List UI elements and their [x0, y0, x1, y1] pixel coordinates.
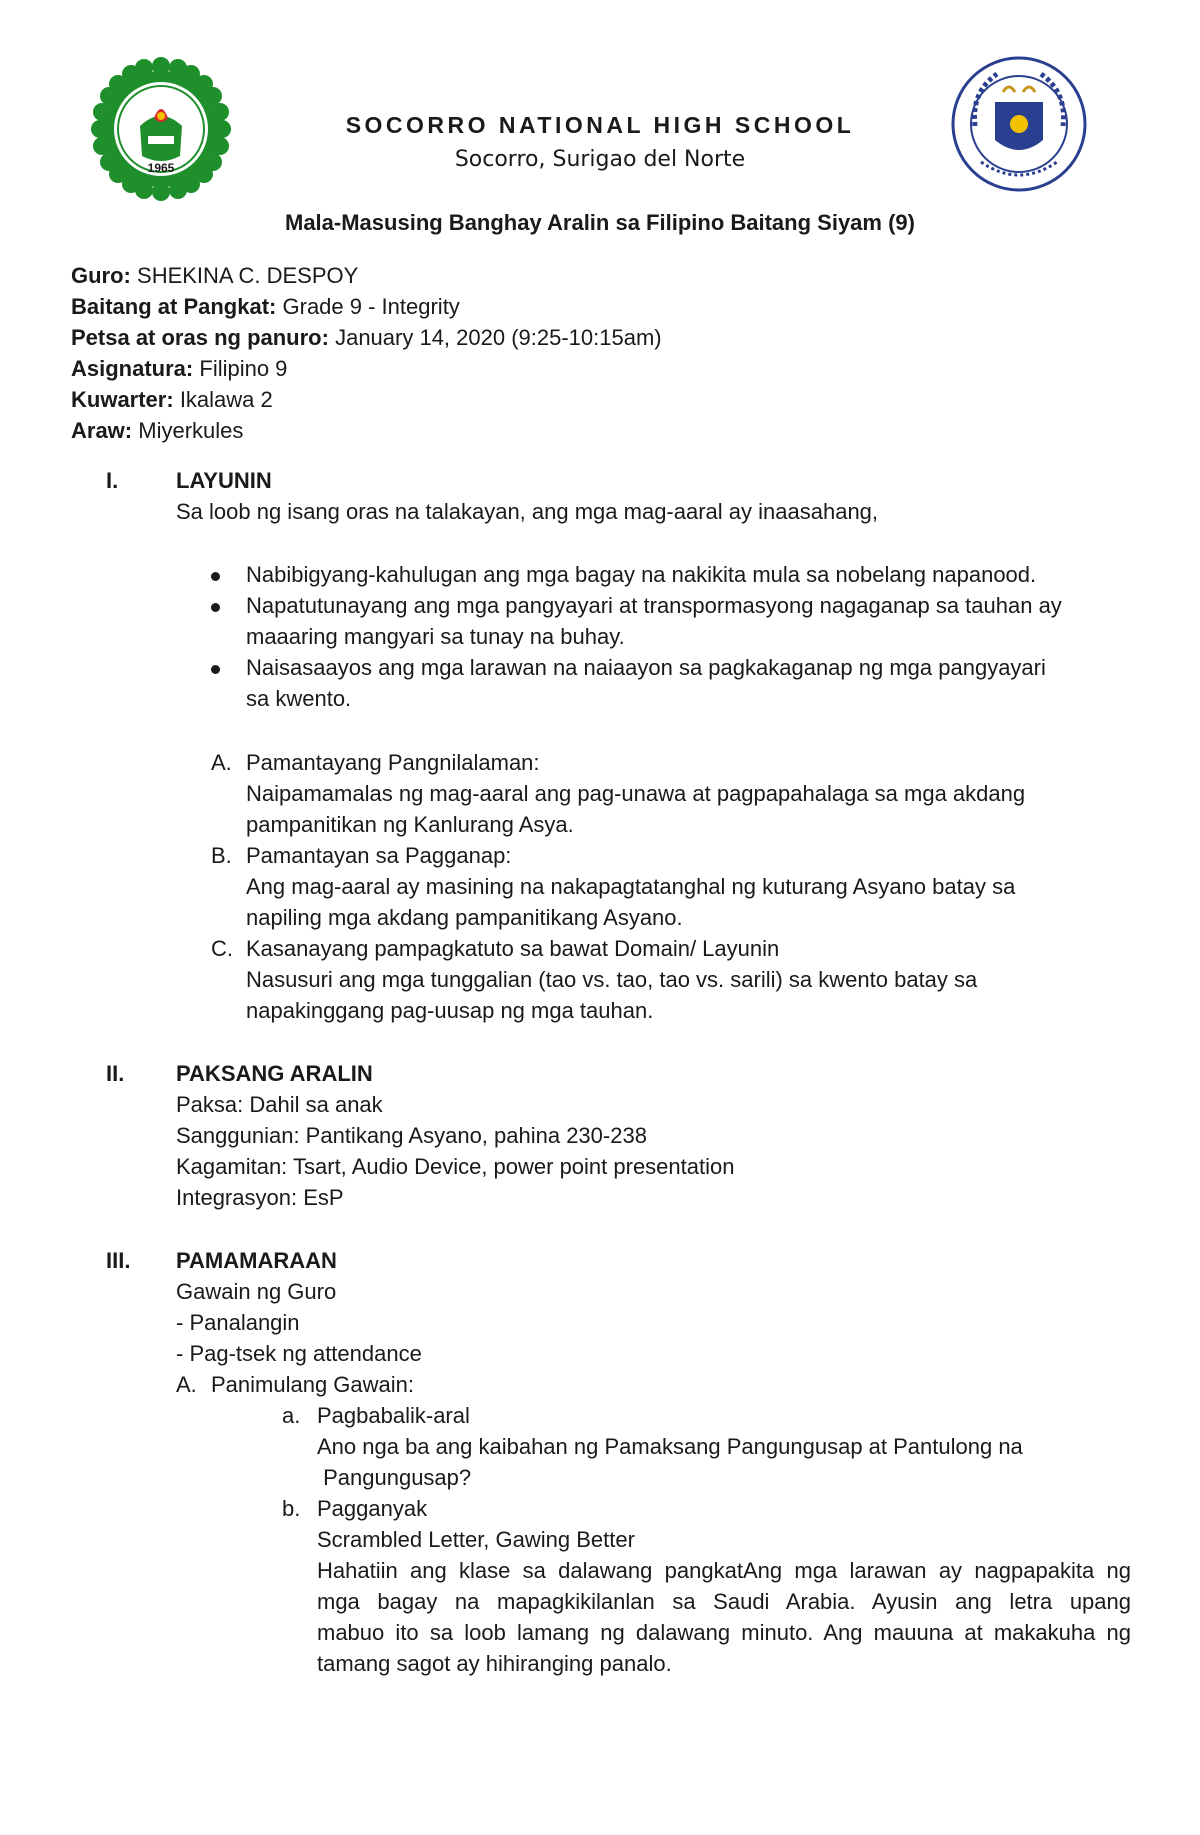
info-label: Petsa at oras ng panuro:	[71, 325, 329, 350]
activity-paragraph-line: Hahatiin ang klase sa dalawang pangkatAng mga larawan ay nagpapakita ng	[317, 1558, 1131, 1583]
info-row	[71, 415, 662, 446]
info-value: Ikalawa 2	[179, 387, 273, 412]
list-letter: A.	[176, 1372, 197, 1397]
section-numeral: I.	[106, 468, 119, 493]
procedure-line: - Pag-tsek ng attendance	[176, 1341, 422, 1366]
topic-line: Sanggunian: Pantikang Asyano, pahina 230-238	[176, 1123, 647, 1148]
topic-line: Paksa: Dahil sa anak	[176, 1092, 383, 1117]
school-name: SOCORRO NATIONAL HIGH SCHOOL	[345, 112, 855, 138]
document-title: Mala-Masusing Banghay Aralin sa Filipino Baitang Siyam (9)	[285, 210, 915, 235]
list-letter: a.	[282, 1403, 301, 1428]
school-location: Socorro, Surigao del Norte	[454, 147, 746, 172]
standard-title: Pamantayan sa Pagganap:	[246, 843, 512, 868]
info-label: Araw:	[71, 418, 133, 443]
standard-text: Nasusuri ang mga tunggalian (tao vs. tao, tao vs. sarili) sa kwento batay sa	[246, 967, 978, 992]
list-letter: A.	[211, 750, 232, 775]
info-row	[71, 384, 662, 415]
activity-title: Pagbabalik-aral	[317, 1403, 470, 1428]
standard-text: napiling mga akdang pampanitikang Asyano.	[246, 905, 683, 930]
activity-text: Ano nga ba ang kaibahan ng Pamaksang Pangungusap at Pantulong na	[317, 1434, 1023, 1459]
section-numeral: III.	[106, 1248, 131, 1273]
objective-text: sa kwento.	[246, 686, 352, 711]
standard-text: pampanitikan ng Kanlurang Asya.	[246, 812, 574, 837]
activity-text: Pangungusap?	[317, 1465, 472, 1490]
section-title: LAYUNIN	[176, 468, 272, 493]
standard-title: Pamantayang Pangnilalaman:	[246, 750, 540, 775]
info-label: Kuwarter:	[71, 387, 174, 412]
info-label: Baitang at Pangkat:	[71, 294, 277, 319]
section-numeral: II.	[106, 1061, 125, 1086]
info-row	[71, 353, 662, 384]
procedure-line: Gawain ng Guro	[176, 1279, 337, 1304]
bullet-icon	[211, 603, 220, 612]
intro-text: Sa loob ng isang oras na talakayan, ang mga mag-aaral ay inaasahang,	[176, 499, 879, 524]
activity-text: Scrambled Letter, Gawing Better	[317, 1527, 635, 1552]
procedure-line: - Panalangin	[176, 1310, 300, 1335]
activity-paragraph-line: tamang sagot ay hihiranging panalo.	[317, 1651, 672, 1676]
deped-seal-icon	[945, 52, 1093, 196]
activity-paragraph-line: mabuo ito sa loob lamang ng dalawang minuto. Ang mauuna at makakuha ng	[317, 1620, 1131, 1645]
bullet-icon	[211, 665, 220, 674]
section-title: PAKSANG ARALIN	[176, 1061, 373, 1086]
list-letter: b.	[282, 1496, 301, 1521]
info-row	[71, 322, 662, 353]
info-value: Grade 9 - Integrity	[282, 294, 460, 319]
bullet-icon	[211, 572, 220, 581]
standard-title: Kasanayang pampagkatuto sa bawat Domain/ Layunin	[246, 936, 780, 961]
logo-year: 1965	[147, 161, 175, 175]
info-label: Asignatura:	[71, 356, 194, 381]
info-label: Guro:	[71, 263, 131, 288]
objective-text: Naisasaayos ang mga larawan na naiaayon sa pagkakaganap ng mga pangyayari	[246, 655, 1046, 680]
info-row	[71, 260, 662, 291]
standard-text: Naipamamalas ng mag-aaral ang pag-unawa at pagpapahalaga sa mga akdang	[246, 781, 1026, 806]
activity-title: Pagganyak	[317, 1496, 428, 1521]
list-letter: C.	[211, 936, 233, 961]
info-value: Miyerkules	[138, 418, 244, 443]
info-row	[71, 291, 662, 322]
school-seal-icon	[88, 56, 234, 202]
objective-text: maaaring mangyari sa tunay na buhay.	[246, 624, 625, 649]
standard-text: napakinggang pag-uusap ng mga tauhan.	[246, 998, 654, 1023]
info-value: SHEKINA C. DESPOY	[137, 263, 359, 288]
objective-text: Nabibigyang-kahulugan ang mga bagay na nakikita mula sa nobelang napanood.	[246, 562, 1037, 587]
info-value: January 14, 2020 (9:25-10:15am)	[335, 325, 662, 350]
topic-line: Kagamitan: Tsart, Audio Device, power point presentation	[176, 1154, 735, 1179]
activity-paragraph-line: mga bagay na mapagkikilanlan sa Saudi Arabia. Ayusin ang letra upang	[317, 1589, 1131, 1614]
info-value: Filipino 9	[199, 356, 288, 381]
topic-line: Integrasyon: EsP	[176, 1185, 344, 1210]
objective-text: Napatutunayang ang mga pangyayari at transpormasyong nagaganap sa tauhan ay	[246, 593, 1062, 618]
section-title: PAMAMARAAN	[176, 1248, 337, 1273]
standard-text: Ang mag-aaral ay masining na nakapagtatanghal ng kuturang Asyano batay sa	[246, 874, 1016, 899]
subsection-title: Panimulang Gawain:	[211, 1372, 415, 1397]
list-letter: B.	[211, 843, 232, 868]
lesson-info	[71, 260, 662, 446]
